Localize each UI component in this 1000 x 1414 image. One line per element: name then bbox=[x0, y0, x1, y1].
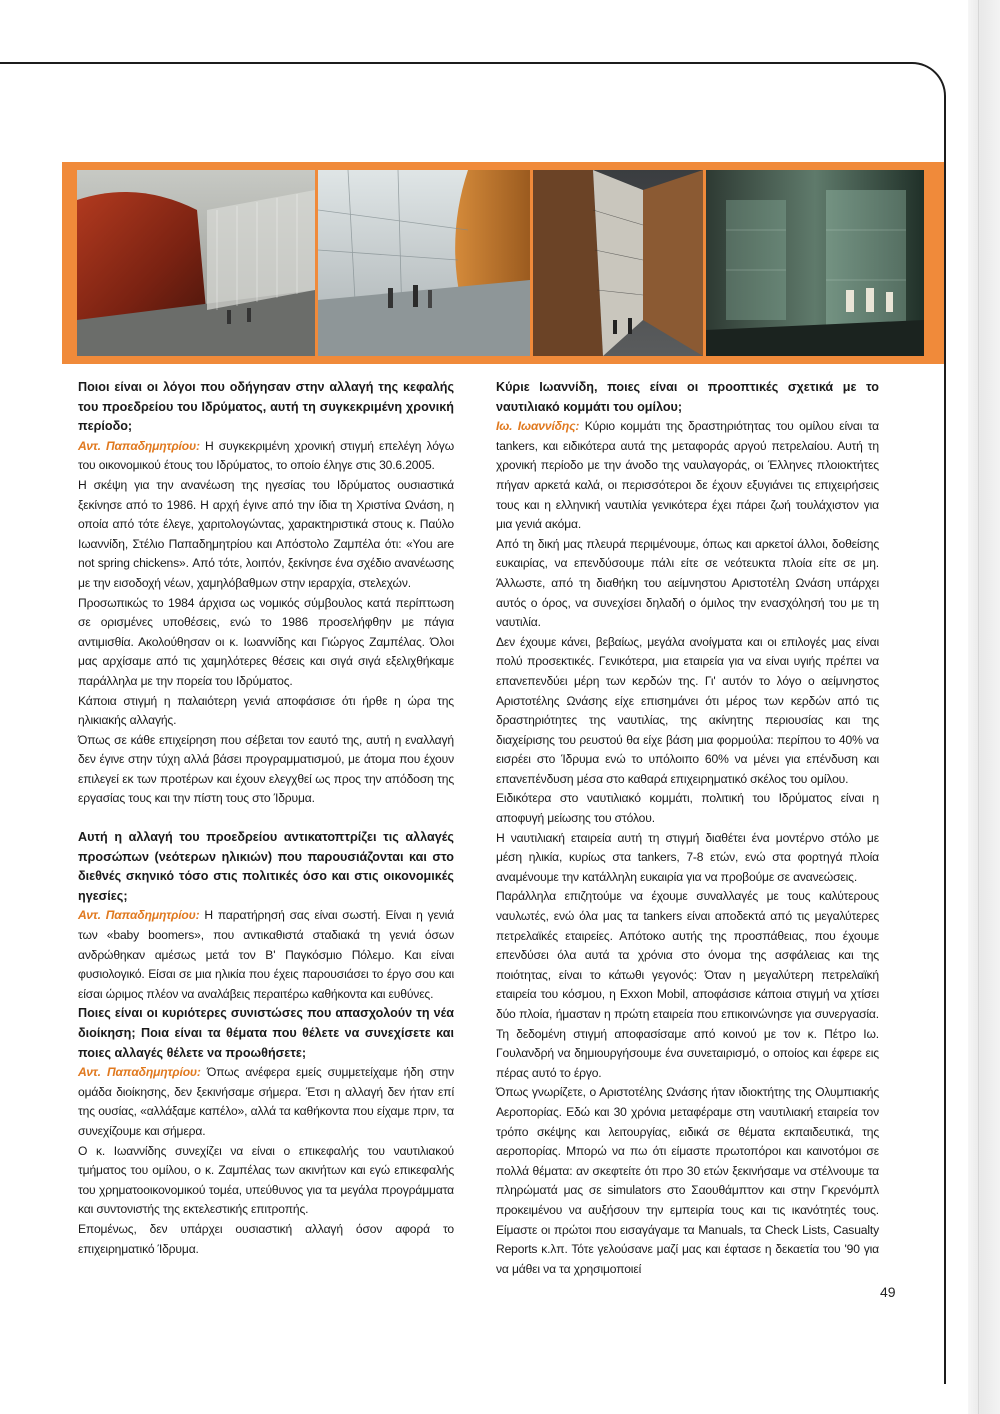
question-heading: Ποιοι είναι οι λόγοι που οδήγησαν στην αλλαγή της κεφαλής του προεδρείου του Ιδρύματος, αυτή τη συγκεκριμένη χρονική περίοδο; bbox=[78, 380, 454, 434]
answer-paragraph: Προσωπικώς το 1984 άρχισα ως νομικός σύμβουλος κατά περίπτωση σε ορισμένες υποθέσεις, ενώ το 1986 προσελήφθην με πάγια αντιμισθία. Ακολούθησαν οι κ. Ιωαννίδης και Γιώργος Ζαμπέλας. Όλοι μας αρχίσαμε από τις χαμηλότερες θέσεις και σιγά σιγά εξελιχθήκαμε παράλληλα με την πορεία του Ιδρύματος. bbox=[78, 595, 454, 688]
architecture-render-wooden-atrium-icon bbox=[533, 170, 703, 356]
answer-text: Κύριο κομμάτι της δραστηριότητας του ομίλου είναι τα tankers, και ειδικότερα αυτά της μεταφοράς αργού πετρελαίου. Αυτή τη χρονική περίοδο με την άνοδο της ναυλαγοράς, οι Έλληνες πλοιοκτήτες πήγαν αρκετά καλά, οι περισσότεροι δε έχουν εξυγιάνει τις επιχειρήσεις τους και η ελληνική ναυτιλία γενικότερα έχει πάρει ζωή τουλάχιστον για μια γενιά ακόμα. bbox=[496, 419, 879, 532]
architecture-photo-3 bbox=[533, 170, 703, 356]
answer-paragraph: Η ναυτιλιακή εταιρεία αυτή τη στιγμή διαθέτει ένα μοντέρνο στόλο με μέση ηλικία, κυρίως στα tankers, 7-8 ετών, ενώ στα φορτηγά πλοία αναμένουμε την κατάλληλη ευκαιρία για να προβούμε σε ανανεώσεις. bbox=[496, 830, 879, 884]
answer-paragraph: Όπως γνωρίζετε, ο Αριστοτέλης Ωνάσης ήταν ιδιοκτήτης της Ολυμπιακής Αεροπορίας. Εδώ και 30 χρόνια μεταφέραμε στη ναυτιλιακή εταιρεία τον τρόπο σκέψης και λειτουργίας, ειδικά σε θέματα εκπαιδευτικά, της αεροπορίας. Μπορώ να πω ότι είμαστε πρωτοπόροι και καινοτόμοι σε πολλά θέματα: αν σκεφτείτε ότι προ 30 ετών ξεκινήσαμε να στέλνουμε τα πληρώματά μας σε simulators στο Σαουθάμπτον και στην Γκρενόμπλ προκειμένου να αυξήσουν την εμπειρία τους και τις ικανότητές τους. Είμαστε οι πρώτοι που εισαγάγαμε τα Manuals, τα Check Lists, Casualty Reports κ.λπ. Τότε γελούσανε μαζί μας και έφτασε η δεκαετία του '90 για να μάθει να τα χρησιμοποιεί bbox=[496, 1085, 879, 1276]
answer-paragraph bbox=[496, 417, 879, 535]
answer-text: Όπως ανέφερα εμείς συμμετείχαμε ήδη στην ομάδα διοίκησης, δεν ξεκινήσαμε σήμερα. Έτσι η αλλαγή δεν ήταν επί της ουσίας, «αλλάξαμε καπέλο», αλλά τα καθήκοντα που είχαμε πριν, τα συνεχίζουμε και σήμερα. bbox=[78, 1065, 454, 1138]
article-column-left bbox=[78, 378, 454, 1259]
answer-text: Η συγκεκριμένη χρονική στιγμή επελέγη λόγω του οικονομικού έτους του Ιδρύματος, το οποίο έληγε στις 30.6.2005. bbox=[78, 438, 454, 473]
answer-paragraph: Κάποια στιγμή η παλαιότερη γενιά αποφάσισε ότι ήρθε η ώρα της ηλικιακής αλλαγής. bbox=[78, 693, 454, 728]
answer-paragraph: Παράλληλα επιζητούμε να έχουμε συναλλαγές με τους καλύτερους ναυλωτές, ενώ όλα μας τα tankers είναι αποδεκτά από τις μεγαλύτερες πετρελαϊκές εταιρείες. Απότοκο αυτής της προσπάθειας, που έχουμε επενδύσει όλα αυτά τα χρόνια στο όνομα της ασφάλειας και της ποιότητας, είναι το κάτωθι γεγονός: Όταν η μεγαλύτερη πετρελαϊκή εταιρεία του κόσμου, η Exxon Mobil, αποφάσισε κάποια στιγμή να χτίσει δύο πλοία, ήμασταν η πρώτη εταιρεία που επικοινώνησε για συνεργασία. Τη δεδομένη στιγμή αποφασίσαμε από κοινού με τον κ. Πέτρο Ιω. Γουλανδρή να δημιουργήσουμε ένα συνεταιρισμό, ο οποίος και έφερε εις πέρας αυτό το έργο. bbox=[496, 889, 879, 1080]
article-column-right bbox=[496, 378, 879, 1279]
speaker-name: Ιω. Ιωαννίδης: bbox=[496, 419, 580, 434]
answer-paragraph: Ειδικότερα στο ναυτιλιακό κομμάτι, πολιτική του Ιδρύματος είναι η αποφυγή μείωσης του στόλου. bbox=[496, 791, 879, 826]
answer-text: Η παρατήρησή σας είναι σωστή. Είναι η γενιά των «baby boomers», που αντικαθιστά σταδιακά τη γενιά όσων ανδρώθηκαν αμέσως μετά τον Β' Παγκόσμιο Πόλεμο. Και είναι φυσιολογικό. Είσαι σε μια ηλικία που έχεις παρουσιάσει το έργο σου και είσαι ώριμος πλέον να αναλάβεις περαιτέρω καθήκοντα και ευθύνες. bbox=[78, 908, 454, 1001]
scan-page-edge bbox=[968, 0, 1000, 1414]
speaker-name: Αντ. Παπαδημητρίου: bbox=[78, 908, 200, 923]
architecture-render-museum-gallery-icon bbox=[706, 170, 924, 356]
answer-paragraph: Ο κ. Ιωαννίδης συνεχίζει να είναι ο επικεφαλής του ναυτιλιακού τμήματος του ομίλου, ο κ. Ζαμπέλας των ακινήτων και εγώ επικεφαλής του χρηματοοικονομικού τομέα, υπεύθυνος για τα μεγάλα προγράμματα και συντονιστής της εκτελεστικής επιτροπής. bbox=[78, 1143, 454, 1217]
answer-paragraph bbox=[78, 906, 454, 1004]
architecture-photo-1 bbox=[77, 170, 315, 356]
page-number: 49 bbox=[880, 1284, 896, 1300]
scan-page-edge-line bbox=[978, 0, 979, 1414]
question-heading: Ποιες είναι οι κυριότερες συνιστώσες που απασχολούν τη νέα διοίκηση; Ποια είναι τα θέματα που θέλετε να συνεχίσετε και ποιες αλλαγές θέλετε να προωθήσετε; bbox=[78, 1006, 454, 1060]
answer-paragraph: Από τη δική μας πλευρά περιμένουμε, όπως και αρκετοί άλλοι, δοθείσης ευκαιρίας, να επενδύσουμε πάλι είτε σε νεότευκτα πλοία είτε σε μη. Άλλωστε, από τη διαθήκη του αείμνηστου Αριστοτέλη Ωνάση υπάρχει αυτός ο όρος, να συνεχίσει δηλαδή ο όμιλος την ενασχόλησή του με τη ναυτιλία. bbox=[496, 536, 879, 630]
answer-paragraph: Η σκέψη για την ανανέωση της ηγεσίας του Ιδρύματος ουσιαστικά ξεκίνησε από το 1986. Η αρχή έγινε από την ίδια τη Χριστίνα Ωνάση, η οποία από τότε έλεγε, χαριτολογώντας, χαρακτηριστικά στους κ. Παύλο Ιωαννίδη, Στέλιο Παπαδημητρίου και Απόστολο Ζαμπέλα ότι: «You are not spring chickens». Από τότε, λοιπόν, ξεκίνησε ένα σχέδιο ανανέωσης με την εισοδοχή νέων, χαμηλόβαθμων στην ιεραρχία, στελεχών. bbox=[78, 477, 454, 590]
speaker-name: Αντ. Παπαδημητρίου: bbox=[78, 438, 200, 453]
answer-paragraph: Δεν έχουμε κάνει, βεβαίως, μεγάλα ανοίγματα και οι επιλογές μας είναι πολύ προσεκτικές. Γενικότερα, μια εταιρεία για να είναι υγιής πρέπει να επανεπενδύει μέρη των κερδών της. Γι' αυτόν το λόγο ο αείμνηστος Αριστοτέλης Ωνάσης είχε επισημάνει ότι μέρος των κερδών από τις δραστηριότητες της ναυτιλίας, της ακίνητης περιουσίας και της διαχείρισης του ρευστού θα είχε βάση μια φορμούλα: περίπου το 40% να εισρέει στο Ίδρυμα ενώ το υπόλοιπο 60% να μένει για επένδυση και επανεπένδυση μέσα στο καθαρά επιχειρηματικό σκέλος του ομίλου. bbox=[496, 634, 879, 786]
architecture-photo-4 bbox=[706, 170, 924, 356]
answer-paragraph bbox=[78, 437, 454, 476]
architecture-photo-2 bbox=[318, 170, 530, 356]
answer-paragraph: Όπως σε κάθε επιχείρηση που σέβεται τον εαυτό της, αυτή η εναλλαγή δεν έγινε στην τύχη αλλά βάσει προγραμματισμού, με άτομα που έχουν επιλεγεί εκ των προτέρων και έχουν ελεγχθεί ως προς την απόδοση της εργασίας τους και την πίστη τους στο Ίδρυμα. bbox=[78, 732, 454, 806]
answer-paragraph bbox=[78, 1063, 454, 1141]
question-heading: Κύριε Ιωαννίδη, ποιες είναι οι προοπτικές σχετικά με το ναυτιλιακό κομμάτι του ομίλου; bbox=[496, 380, 879, 414]
question-heading: Αυτή η αλλαγή του προεδρείου αντικατοπτρίζει τις αλλαγές προσώπων (νεότερων ηλικιών) που παρουσιάζονται και στο διεθνές σκηνικό τόσο στις πολιτικές όσο και στις οικονομικές ηγεσίες; bbox=[78, 830, 454, 903]
speaker-name: Αντ. Παπαδημητρίου: bbox=[78, 1065, 201, 1080]
answer-paragraph: Επομένως, δεν υπάρχει ουσιαστική αλλαγή όσον αφορά το επιχειρηματικό Ίδρυμα. bbox=[78, 1221, 454, 1256]
architecture-render-red-atrium-icon bbox=[77, 170, 315, 356]
architecture-render-atrium-people-icon bbox=[318, 170, 530, 356]
